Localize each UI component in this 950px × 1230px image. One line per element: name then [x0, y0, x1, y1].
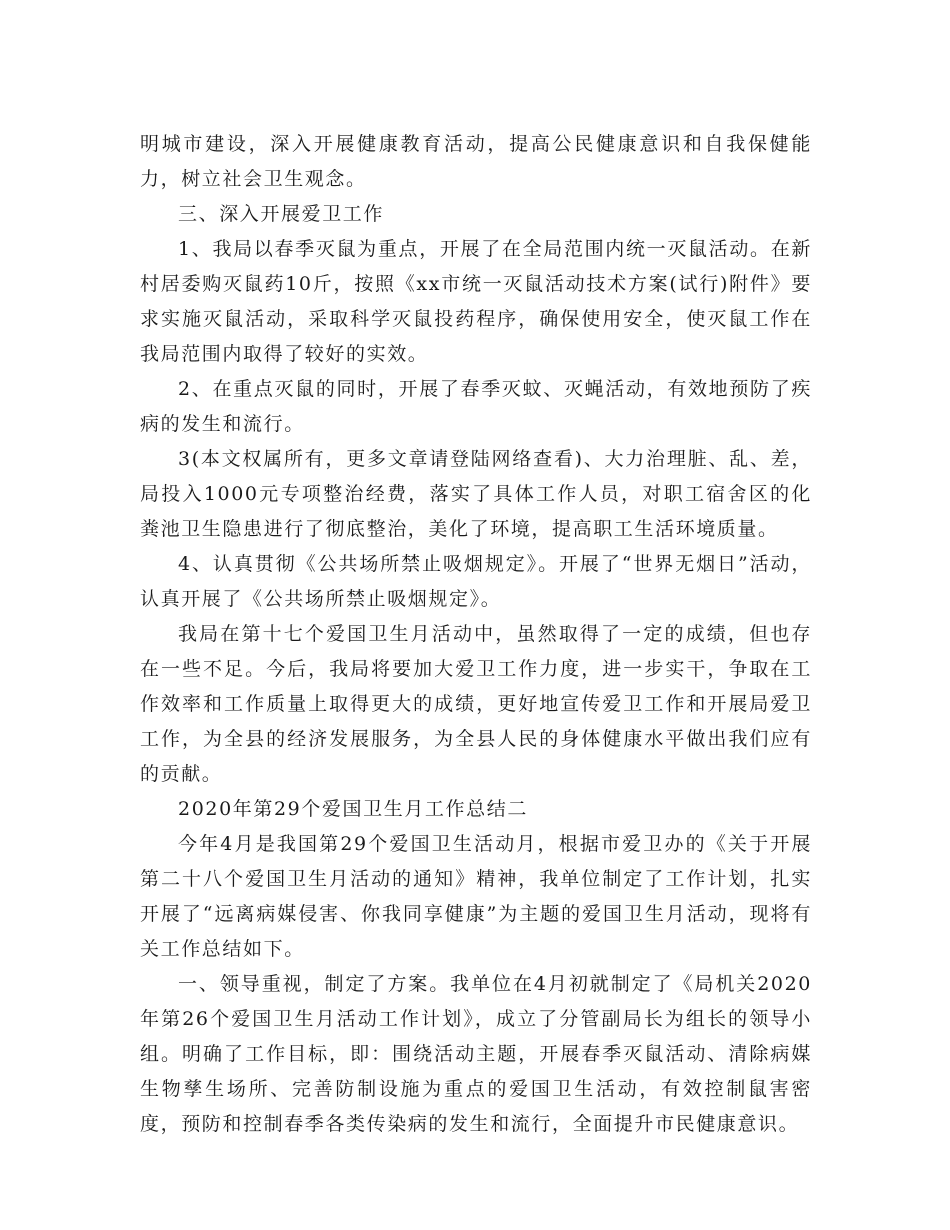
- paragraph-continuation: 明城市建设，深入开展健康教育活动，提高公民健康意识和自我保健能力，树立社会卫生观念。: [140, 133, 812, 190]
- paragraph-intro: 今年4月是我国第29个爱国卫生活动月，根据市爱卫办的《关于开展第二十八个爱国卫生月活动的通知》精神，我单位制定了工作计划，扎实开展了“远离病媒侵害、你我同享健康”为主题的爱国卫生月活动，现将有关工作总结如下。: [140, 833, 812, 960]
- paragraph-item-2: 2、在重点灭鼠的同时，开展了春季灭蚊、灭蝇活动，有效地预防了疾病的发生和流行。: [140, 378, 812, 435]
- paragraph-item-1: 1、我局以春季灭鼠为重点，开展了在全局范围内统一灭鼠活动。在新村居委购灭鼠药10斤，按照《xx市统一灭鼠活动技术方案(试行)附件》要求实施灭鼠活动，采取科学灭鼠投药程序，确保使用安全，使灭鼠工作在我局范围内取得了较好的实效。: [140, 238, 812, 365]
- document-subtitle: 2020年第29个爱国卫生月工作总结二: [178, 798, 528, 820]
- section-heading-3: 三、深入开展爱卫工作: [178, 203, 385, 225]
- paragraph-summary: 我局在第十七个爱国卫生月活动中，虽然取得了一定的成绩，但也存在一些不足。今后，我局将要加大爱卫工作力度，进一步实干，争取在工作效率和工作质量上取得更大的成绩，更好地宣传爱卫工作和开展局爱卫工作，为全县的经济发展服务，为全县人民的身体健康水平做出我们应有的贡献。: [140, 623, 812, 785]
- paragraph-section-1: 一、领导重视，制定了方案。我单位在4月初就制定了《局机关2020年第26个爱国卫生月活动工作计划》，成立了分管副局长为组长的领导小组。明确了工作目标，即：围绕活动主题，开展春季灭鼠活动、清除病媒生物孳生场所、完善防制设施为重点的爱国卫生活动，有效控制鼠害密度，预防和控制春季各类传染病的发生和流行，全面提升市民健康意识。: [140, 973, 812, 1135]
- document-body: [140, 127, 812, 1142]
- paragraph-item-3: 3(本文权属所有，更多文章请登陆网络查看)、大力治理脏、乱、差，局投入1000元专项整治经费，落实了具体工作人员，对职工宿舍区的化粪池卫生隐患进行了彻底整治，美化了环境，提高职工生活环境质量。: [140, 448, 812, 540]
- paragraph-item-4: 4、认真贯彻《公共场所禁止吸烟规定》。开展了“世界无烟日”活动，认真开展了《公共场所禁止吸烟规定》。: [140, 553, 812, 610]
